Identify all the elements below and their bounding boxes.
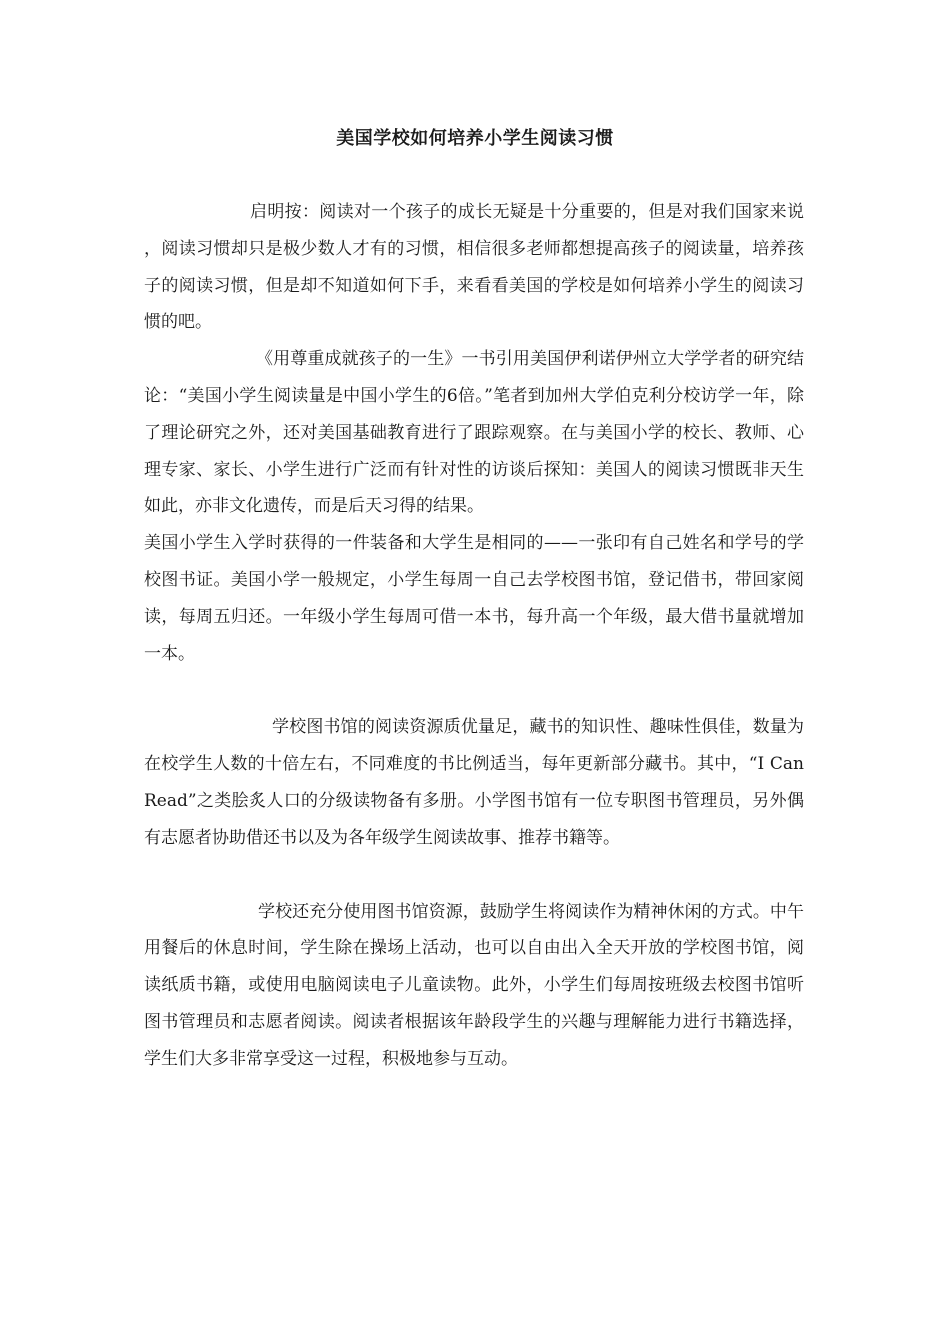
paragraph-research-conclusion: 《用尊重成就孩子的一生》一书引用美国伊利诺伊州立大学学者的研究结论：“美国小学生阅读量是中国小学生的6倍。”笔者到加州大学伯克利分校访学一年，除了理论研究之外，还对美国基础教育进行了跟踪观察。在与美国小学的校长、教师、心理专家、家长、小学生进行广泛而有针对性的访谈后探知：美国人的阅读习惯既非天生如此，亦非文化遗传，而是后天习得的结果。 <box>144 349 804 517</box>
document-body <box>144 194 804 1078</box>
paragraph-library-card: 美国小学生入学时获得的一件装备和大学生是相同的——一张印有自己姓名和学号的学校图书证。美国小学一般规定，小学生每周一自己去学校图书馆，登记借书，带回家阅读，每周五归还。一年级小学生每周可借一本书，每升高一个年级，最大借书量就增加一本。 <box>144 533 804 664</box>
paragraph-editor-note: 启明按：阅读对一个孩子的成长无疑是十分重要的，但是对我们国家来说，阅读习惯却只是极少数人才有的习惯，相信很多老师都想提高孩子的阅读量，培养孩子的阅读习惯，但是却不知道如何下手，来看看美国的学校是如何培养小学生的阅读习惯的吧。 <box>144 202 804 333</box>
paragraph-library-usage: 学校还充分使用图书馆资源，鼓励学生将阅读作为精神休闲的方式。中午用餐后的休息时间，学生除在操场上活动，也可以自由出入全天开放的学校图书馆，阅读纸质书籍，或使用电脑阅读电子儿童读物。此外，小学生们每周按班级去校图书馆听图书管理员和志愿者阅读。阅读者根据该年龄段学生的兴趣与理解能力进行书籍选择，学生们大多非常享受这一过程，积极地参与互动。 <box>144 901 804 1069</box>
paragraph-library-resources: 学校图书馆的阅读资源质优量足，藏书的知识性、趣味性俱佳，数量为在校学生人数的十倍左右，不同难度的书比例适当，每年更新部分藏书。其中，“I Can Read”之类脍炙人口的分级读物备有多册。小学图书馆有一位专职图书管理员，另外偶有志愿者协助借还书以及为各年级学生阅读故事、推荐书籍等。 <box>144 717 804 848</box>
document-title: 美国学校如何培养小学生阅读习惯 <box>336 128 614 149</box>
